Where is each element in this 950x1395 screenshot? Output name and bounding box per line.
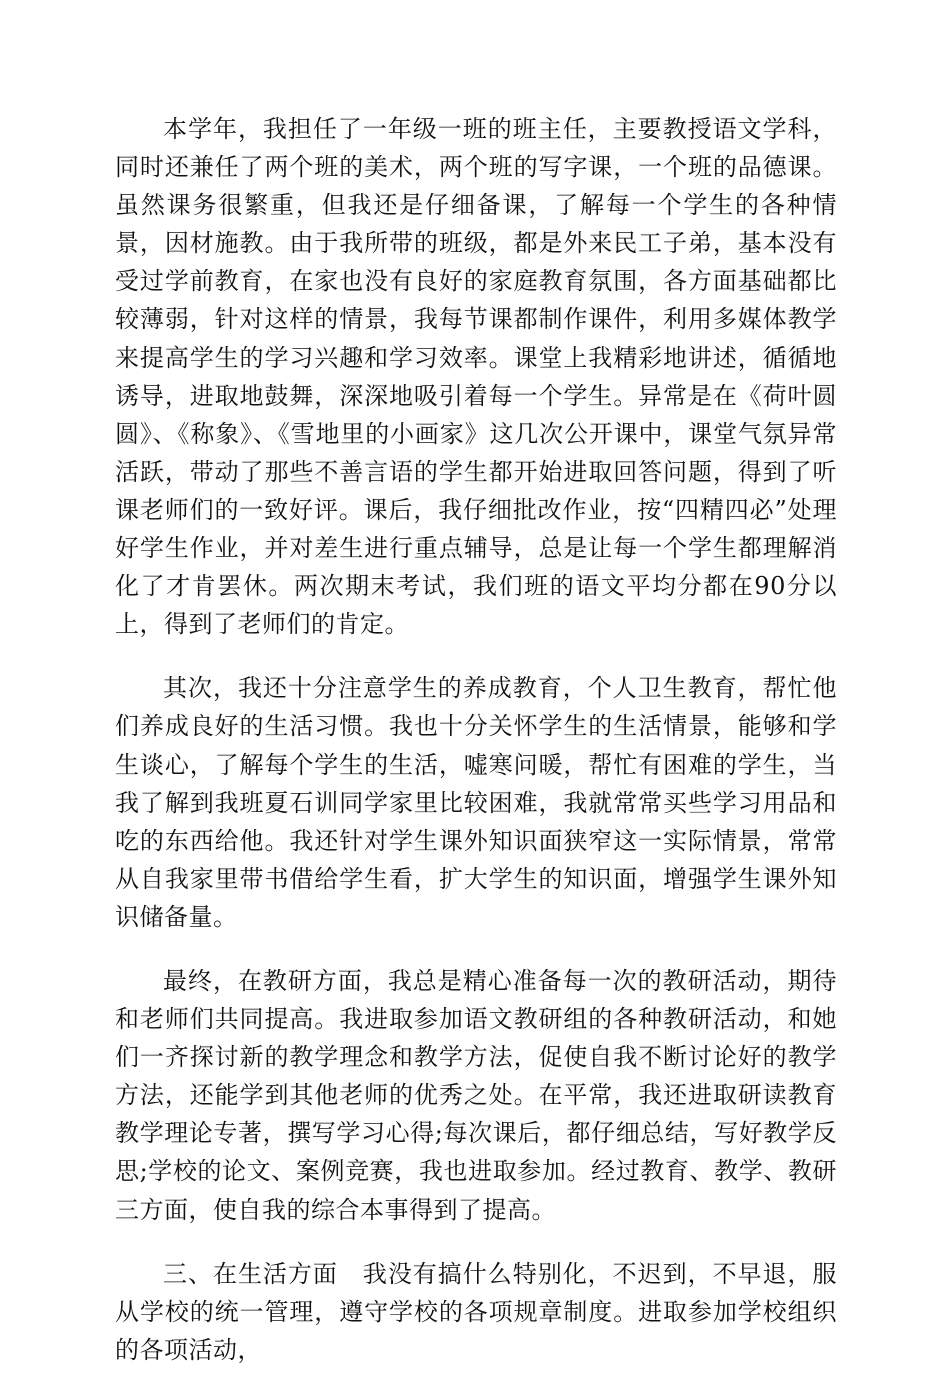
paragraph-teaching: 本学年，我担任了一年级一班的班主任，主要教授语文学科，同时还兼任了两个班的美术，两个班的写字课，一个班的品德课。虽然课务很繁重，但我还是仔细备课，了解每一个学生的各种情景，因材施教。由于我所带的班级，都是外来民工子弟，基本没有受过学前教育，在家也没有良好的家庭教育氛围，各方面基础都比较薄弱，针对这样的情景，我每节课都制作课件，利用多媒体教学来提高学生的学习兴趣和学习效率。课堂上我精彩地讲述，循循地诱导，进取地鼓舞，深深地吸引着每一个学生。异常是在《荷叶圆圆》、《称象》、《雪地里的小画家》这几次公开课中，课堂气氛异常活跃，带动了那些不善言语的学生都开始进取回答问题，得到了听课老师们的一致好评。课后，我仔细批改作业，按“四精四必”处理好学生作业，并对差生进行重点辅导，总是让每一个学生都理解消化了才肯罢休。两次期末考试，我们班的语文平均分都在90分以上，得到了老师们的肯定。 — [115, 115, 837, 639]
paragraph-student-care: 其次，我还十分注意学生的养成教育，个人卫生教育，帮忙他们养成良好的生活习惯。我也十分关怀学生的生活情景，能够和学生谈心，了解每个学生的生活，嘘寒问暖，帮忙有困难的学生，当我了解到我班夏石训同学家里比较困难，我就常常买些学习用品和吃的东西给他。我还针对学生课外知识面狭窄这一实际情景，常常从自我家里带书借给学生看，扩大学生的知识面，增强学生课外知识储备量。 — [115, 674, 837, 931]
paragraph-research: 最终，在教研方面，我总是精心准备每一次的教研活动，期待和老师们共同提高。我进取参加语文教研组的各种教研活动，和她们一齐探讨新的教学理念和教学方法，促使自我不断讨论好的教学方法，还能学到其他老师的优秀之处。在平常，我还进取研读教育教学理论专著，撰写学习心得;每次课后，都仔细总结，写好教学反思;学校的论文、案例竞赛，我也进取参加。经过教育、教学、教研三方面，使自我的综合本事得到了提高。 — [115, 966, 837, 1224]
document-body — [115, 110, 837, 1395]
paragraph-life: 三、在生活方面 我没有搞什么特别化，不迟到，不早退，服从学校的统一管理，遵守学校的各项规章制度。进取参加学校组织的各项活动， — [115, 1259, 837, 1364]
